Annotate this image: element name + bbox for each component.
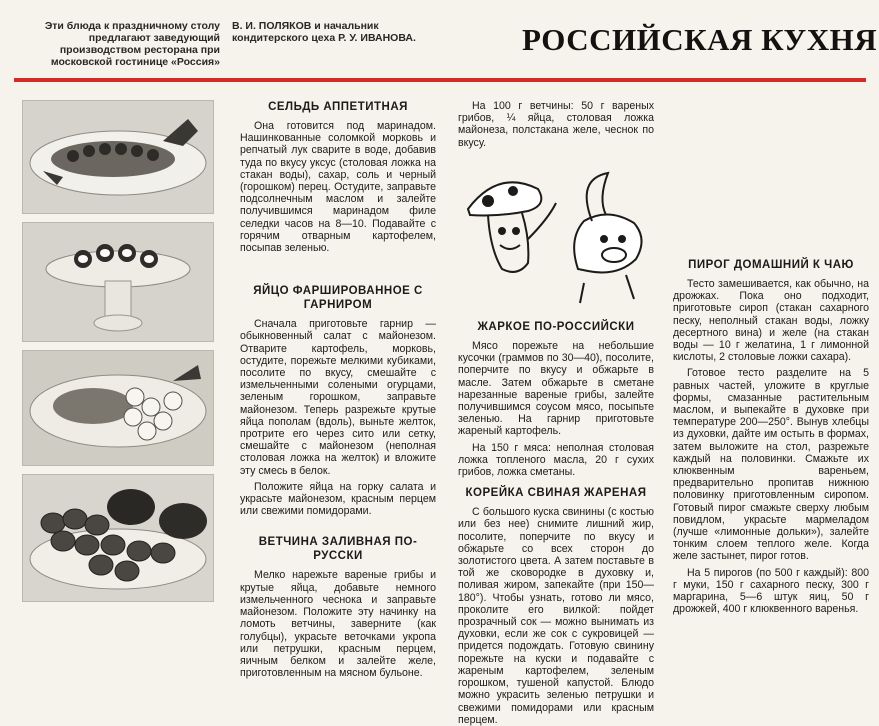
- roast-text-2: На 150 г мяса: неполная столовая ложка топленого масла, 20 г сухих грибов, ложка сметаны.: [458, 441, 654, 479]
- red-divider: [14, 78, 866, 82]
- herring-title: СЕЛЬДЬ АППЕТИТНАЯ: [268, 101, 408, 113]
- recipe-column-2: [458, 100, 654, 726]
- ham-title: ВЕТЧИНА ЗАЛИВНАЯ ПО-РУССКИ: [258, 536, 418, 563]
- photo-column: [22, 100, 212, 610]
- pie-text-2: Готовое тесто разделите на 5 равных частей, уложите в круглые формы, смазанные растительным маслом, и выпекайте в духовке при температуре 200—250°. Вынув хлебцы из духовки, дайте им остыть в формах, затем выложите на стол, разрежьте каждый на половинки. Смажьте их клюквенным вареньем, предварительно пропитав нижнюю половинку приготовленным сиропом. Готовый пирог смажьте сверху любым повидлом, украсьте мармеладом (лучше «лимонные дольки»), залейте тонким слоем теплого желе. Когда желе застынет, пирог готов.: [673, 367, 869, 563]
- egg-text-2: Положите яйца на горку салата и украсьте майонезом, красным перцем или свежими помидорами.: [240, 480, 436, 518]
- roast-text: Мясо порежьте на небольшие кусочки (граммов по 30—40), посолите, поперчите по вкусу и обжарьте в масле. Затем обжарьте в сметане нарезанные вареные грибы, залейте получившимся соусом мясо, посыпьте зеленью. На гарнир приготовьте жареный картофель.: [458, 340, 654, 438]
- egg-title: ЯЙЦО ФАРШИРОВАННОЕ С ГАРНИРОМ: [253, 285, 423, 312]
- herring-dish-photo: [22, 100, 214, 214]
- pie-text-3: На 5 пирогов (по 500 г каждый): 800 г муки, 150 г сахарного песку, 300 г маргарина, 5—6 штук яиц, 50 г дрожжей, 400 г клюквенного варенья.: [673, 566, 869, 616]
- herring-text: Она готовится под маринадом. Нашинкованные соломкой морковь и репчатый лук сварите в воде, добавив туда по вкусу уксус (столовая ложка на стакан воды), сахар, соль и черный (горошком) перец. Остудите, заправьте подсолнечным маслом и залейте получившимся маринадом филе селедки часов на 8—10. Подавайте с горячим отварным картофелем, посыпав зеленью.: [240, 120, 436, 255]
- mushroom-piglet-illustration: [458, 159, 654, 309]
- roast-title: ЖАРКОЕ ПО-РОССИЙСКИ: [477, 321, 635, 334]
- pie-text: Тесто замешивается, как обычно, на дрожжах. Пока оно подходит, приготовьте сироп (стакан сахарного песку, неполный стакан воды, ложку десертного вина) и желе (на стакан воды — 10 г желатина, 1 г лимонной кислоты, 2 столовые ложки сахара).: [673, 278, 869, 364]
- page-title: РОССИЙСКАЯ КУХНЯ: [522, 22, 878, 57]
- ham-aspic-photo: [22, 350, 214, 466]
- pork-text: С большого куска свинины (с костью или без нее) снимите лишний жир, посолите, поперчите по вкусу и обжарьте со всех сторон до золотистого цвета. А затем поставьте в той же сковородке в духовку и, поливая жиром, запекайте (при 150—180°). Чтобы узнать, готово ли мясо, проколите его вилкой: пойдет прозрачный сок — можно вынимать из духовки, если же сок с сукровицей — придется подождать. Готовую свинину порежьте на куски и подавайте с жареным картофелем, зеленым горошком, тушеной капустой. Блюдо можно украсить зеленью петрушки и свежими помидорами или красным перцем.: [458, 506, 654, 726]
- intro-text: Эти блюда к праздничному столу предлагают заведующий производством ресторана при московской гостинице «Россия»: [44, 20, 220, 68]
- authors-text: В. И. ПОЛЯКОВ и начальник кондитерского цеха Р. У. ИВАНОВА.: [232, 20, 416, 44]
- pies-photo: [22, 474, 214, 602]
- recipe-column-3: [673, 100, 869, 619]
- stuffed-egg-photo: [22, 222, 214, 342]
- pie-title: ПИРОГ ДОМАШНИЙ К ЧАЮ: [688, 259, 854, 271]
- ham-text-2: На 100 г ветчины: 50 г вареных грибов, ¼ яйца, столовая ложка майонеза, полстакана желе, чеснок по вкусу.: [458, 100, 654, 149]
- egg-text: Сначала приготовьте гарнир — обыкновенный салат с майонезом. Отварите картофель, морковь, остудите, порежьте мелкими кубиками, посолите по вкусу, смешайте с измельченными солеными огурцами, зеленым горошком, заправьте майонезом. Теперь разрежьте крутые яйца пополам (вдоль), выньте желток, протрите его через сито или сетку, смешайте с майонезом (неполная столовая ложка на желток) и вложите эту смесь в белок.: [240, 318, 436, 477]
- recipe-column-1: [240, 100, 436, 683]
- pork-title: КОРЕЙКА СВИНАЯ ЖАРЕНАЯ: [465, 487, 647, 500]
- ham-text: Мелко нарежьте вареные грибы и крутые яйца, добавьте немного измельченного чеснока и заправьте майонезом. Положите эту начинку на ломоть ветчины, заверните (как голубцы), украсьте веточками укропа или петрушки, красным перцем, яичным белком и залейте желе, приготовленным на мясном бульоне.: [240, 569, 436, 680]
